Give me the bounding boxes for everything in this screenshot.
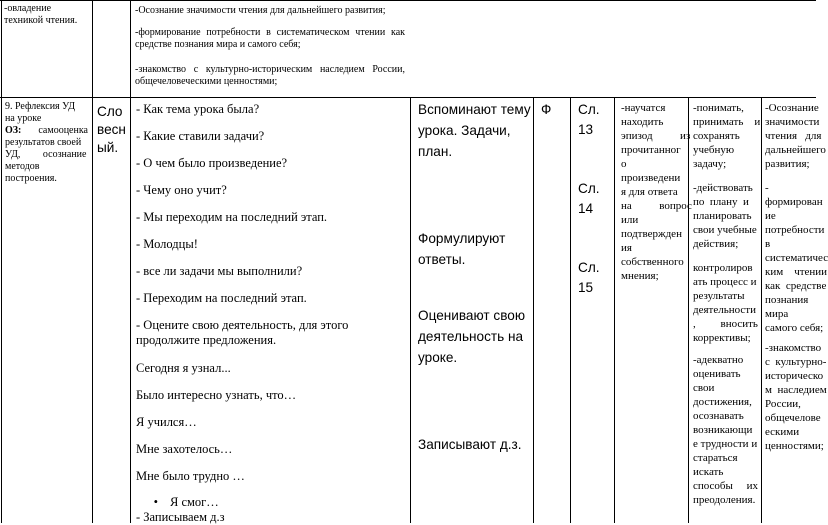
pers-b3-line-3: историческо [765, 370, 824, 382]
slide-num-1: 13 [578, 122, 594, 137]
reg-b4-line-4: достижения, [693, 396, 752, 408]
student-block3-line1: Оценивают свою [418, 308, 526, 323]
stage-oz-line5: построения. [5, 173, 57, 184]
reg-b1-line-4: учебную [693, 144, 735, 156]
col-divider-3 [130, 0, 131, 523]
reg-b3-line-6: коррективы; [693, 332, 751, 344]
method-line2: весн [97, 122, 126, 137]
pers-b1-line-2: значимости [765, 116, 820, 128]
pers-b2-line-10: мира [765, 308, 789, 320]
col-divider-5 [533, 97, 534, 523]
pers-b2-line-5: в [765, 238, 771, 250]
pers-b1-line-1: -Осознание [765, 102, 819, 114]
teacher-prompt-5: Мне было трудно … [136, 469, 245, 483]
pers-b2-line-7: ким чтении [765, 266, 828, 278]
pers-b2-line-6: систематичес [765, 252, 828, 264]
reg-b1-line-5: задачу; [693, 158, 727, 170]
reg-b4-line-7: е трудности и [693, 438, 758, 450]
pers-b2-line-2: формирован [765, 196, 823, 208]
pers-b2-line-9: познания [765, 294, 809, 306]
pers-b1-line-3: чтения для [765, 130, 822, 142]
top-personal-p2-line1: -формирование потребности в систематическом чтении как [135, 27, 405, 38]
reg-b2-line-1: -действовать [693, 182, 753, 194]
slide-label-3: Сл. [578, 260, 600, 275]
subject-line-8: на вопрос [621, 200, 692, 212]
reg-b4-line-2: оценивать [693, 368, 741, 380]
pers-b3-line-7: ескими [765, 426, 800, 438]
reg-b3-line-5: , вносить [693, 318, 758, 330]
list-item [136, 494, 219, 510]
reg-b4-line-6: возникающи [693, 424, 753, 436]
pers-b1-line-5: развития; [765, 158, 810, 170]
row-divider [0, 97, 816, 98]
student-block3-line2: деятельность на [418, 329, 524, 344]
teacher-bullet-list [136, 494, 219, 510]
teacher-prompt-3: Я учился… [136, 415, 197, 429]
reg-b4-line-10: способы их [693, 480, 759, 492]
teacher-item-6: - Молодцы! [136, 237, 198, 251]
subject-line-4: прочитанног [621, 144, 681, 156]
pers-b3-line-2: с культурно- [765, 356, 827, 368]
col-divider-4 [410, 97, 411, 523]
reg-b3-line-1: контролиров [693, 262, 753, 274]
slide-label-2: Сл. [578, 181, 600, 196]
reg-b4-line-9: искать [693, 466, 724, 478]
col-divider-6 [570, 97, 571, 523]
subject-line-5: о [621, 158, 627, 170]
stage-oz-line4: методов [5, 161, 40, 172]
pers-b3-line-8: ценностями; [765, 440, 824, 452]
teacher-prompt-4: Мне захотелось… [136, 442, 233, 456]
method-line1: Сло [97, 104, 123, 119]
teacher-item-3: - О чем было произведение? [136, 156, 288, 170]
pers-b2-line-11: самого себя; [765, 322, 824, 334]
subject-line-3: эпизод из [621, 130, 691, 142]
stage-title-line1: 9. Рефлексия УД [5, 101, 76, 112]
pers-b3-line-6: общечелове [765, 412, 821, 424]
reg-b4-line-5: осознавать [693, 410, 744, 422]
subject-line-1: -научатся [621, 102, 666, 114]
teacher-prompt-2: Было интересно узнать, что… [136, 388, 297, 402]
stage-oz-text-1: самооценка [38, 125, 88, 136]
teacher-item-2: - Какие ставили задачи? [136, 129, 265, 143]
stage-oz-line1 [5, 125, 88, 137]
subject-line-12: собственного [621, 256, 684, 268]
stage-oz-line2: результатов своей [5, 137, 82, 148]
subject-line-10: подтвержден [621, 228, 682, 240]
reg-b1-line-2: принимать и [693, 116, 761, 128]
slide-num-3: 15 [578, 280, 594, 295]
teacher-prompt-6: Я смог… [170, 495, 219, 509]
pers-b1-line-4: дальнейшего [765, 144, 826, 156]
teacher-item-8: - Переходим на последний этап. [136, 291, 307, 305]
subject-line-11: ия [621, 242, 632, 254]
col-divider-7 [614, 97, 615, 523]
reg-b4-line-8: стараться [693, 452, 738, 464]
stage-title-line2: на уроке [5, 113, 42, 124]
teacher-item-1: - Как тема урока была? [136, 102, 260, 116]
reg-b1-line-1: -понимать, [693, 102, 744, 114]
student-block1-line1: Вспоминают тему [418, 102, 531, 117]
student-block4: Записывают д.з. [418, 437, 522, 452]
personal-uud-cell [762, 98, 828, 523]
reg-b2-line-4: свои учебные [693, 224, 757, 236]
subject-line-6: произведени [621, 172, 681, 184]
reg-b3-line-3: результаты [693, 290, 745, 302]
top-personal-p2-line2: средстве познания мира и самого себя; [135, 39, 301, 50]
top-personal-p3-line1: -знакомство с культурно-историческим наследием России, [135, 64, 405, 75]
reg-b4-line-1: -адекватно [693, 354, 744, 366]
reg-b3-line-2: ать процесс и [693, 276, 757, 288]
subject-line-2: находить [621, 116, 664, 128]
subject-line-13: мнения; [621, 270, 659, 282]
form-label: Ф [541, 102, 552, 117]
slide-label-1: Сл. [578, 102, 600, 117]
teacher-prompt-1: Сегодня я узнал... [136, 361, 231, 375]
reg-b3-line-4: деятельности [693, 304, 756, 316]
teacher-item-5: - Мы переходим на последний этап. [136, 210, 328, 224]
reg-b4-line-3: свои [693, 382, 715, 394]
teacher-item-9: - Оцените свою деятельность, для этого [136, 318, 349, 332]
teacher-item-7: - все ли задачи мы выполнили? [136, 264, 303, 278]
teacher-item-4: - Чему оно учит? [136, 183, 227, 197]
pers-b2-line-8: как средстве [765, 280, 827, 292]
pers-b2-line-4: потребности [765, 224, 825, 236]
top-personal-p3-line2: общечеловеческими ценностями; [135, 76, 278, 87]
col-divider-8 [688, 97, 689, 523]
col-divider-2 [92, 0, 93, 523]
student-block1-line3: план. [418, 144, 453, 159]
top-personal-p1: -Осознание значимости чтения для дальнейшего развития; [135, 5, 386, 16]
subject-line-7: я для ответа [621, 186, 678, 198]
stage-oz-label: ОЗ: [5, 125, 22, 136]
student-block3-line3: уроке. [418, 350, 458, 365]
student-block2-line2: ответы. [418, 252, 466, 267]
reg-b2-line-2: по плану и [693, 196, 749, 208]
stage-oz-line3: УД, осознание [5, 149, 87, 160]
col-divider-1 [1, 0, 2, 523]
bullet-icon: • [153, 495, 158, 509]
pers-b3-line-4: м наследием [765, 384, 827, 396]
student-block2-line1: Формулируют [418, 231, 506, 246]
pers-b2-line-3: ие [765, 210, 776, 222]
top-skill-line2: техникой чтения. [4, 15, 78, 26]
teacher-item-9-cont: продолжите предложения. [136, 333, 277, 347]
reg-b2-line-3: планировать [693, 210, 752, 222]
reg-b1-line-3: сохранять [693, 130, 740, 142]
slide-num-2: 14 [578, 201, 594, 216]
reg-b2-line-5: действия; [693, 238, 739, 250]
pers-b3-line-1: -знакомство [765, 342, 822, 354]
teacher-item-homework: - Записываем д.з [136, 510, 225, 524]
method-line3: ый. [97, 140, 119, 155]
pers-b3-line-5: России, [765, 398, 801, 410]
subject-line-9: или [621, 214, 639, 226]
student-block1-line2: урока. Задачи, [418, 123, 511, 138]
table-top-border [0, 0, 816, 1]
reg-b4-line-11: преодоления. [693, 494, 756, 506]
pers-b2-line-1: - [765, 182, 769, 194]
top-skill-line1: -овладение [4, 3, 52, 14]
